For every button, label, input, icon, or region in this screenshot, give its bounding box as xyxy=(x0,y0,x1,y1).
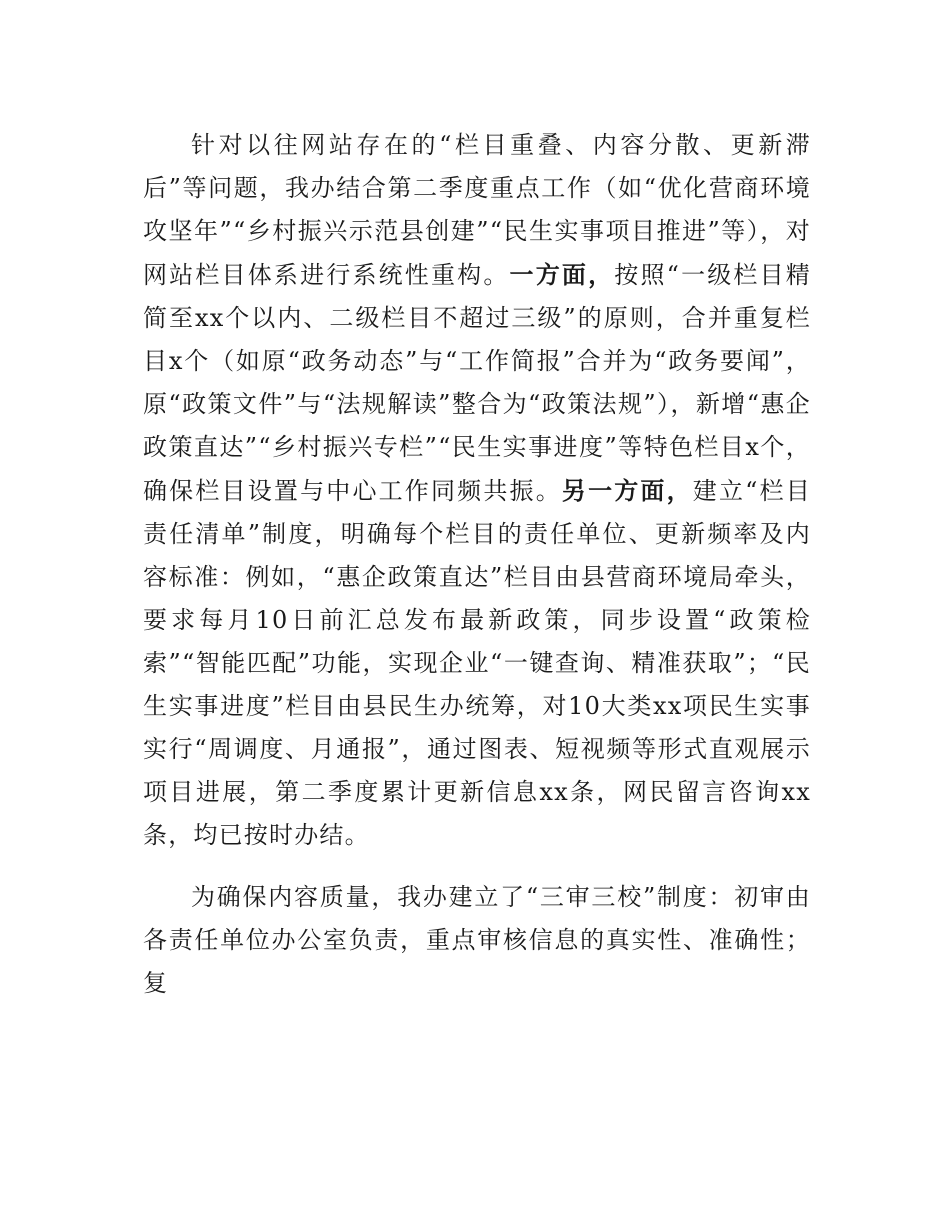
document-body xyxy=(143,124,811,1005)
paragraph-text: 为确保内容质量，我办建立了“三审三校”制度：初审由各责任单位办公室负责，重点审核信息的真实性、准确性；复 xyxy=(143,883,811,997)
bold-lead-on-one-hand: 一方面， xyxy=(509,260,615,289)
bold-lead-on-the-other-hand: 另一方面， xyxy=(561,476,693,505)
paragraph-website-column-restructure xyxy=(143,124,811,857)
paragraph-text: 按照“一级栏目精简至xx个以内、二级栏目不超过三级”的原则，合并重复栏目x个（如原“政务动态”与“工作简报”合并为“政务要闻”，原“政策文件”与“法规解读”整合为“政策法规”），新增“惠企政策直达”“乡村振兴专栏”“民生实事进度”等特色栏目x个，确保栏目设置与中心工作同频共振。 xyxy=(143,261,811,505)
paragraph-text: 针对以往网站存在的“栏目重叠、内容分散、更新滞后”等问题，我办结合第二季度重点工作（如“优化营商环境攻坚年”“乡村振兴示范县创建”“民生实事项目推进”等），对网站栏目体系进行系统性重构。 xyxy=(143,131,811,289)
paragraph-content-quality xyxy=(143,876,811,1005)
paragraph-text: 建立“栏目责任清单”制度，明确每个栏目的责任单位、更新频率及内容标准：例如，“惠企政策直达”栏目由县营商环境局牵头，要求每月10日前汇总发布最新政策，同步设置“政策检索”“智能匹配”功能，实现企业“一键查询、精准获取”；“民生实事进度”栏目由县民生办统筹，对10大类xx项民生实事实行“周调度、月通报”，通过图表、短视频等形式直观展示项目进展，第二季度累计更新信息xx条，网民留言咨询xx条，均已按时办结。 xyxy=(143,477,811,849)
